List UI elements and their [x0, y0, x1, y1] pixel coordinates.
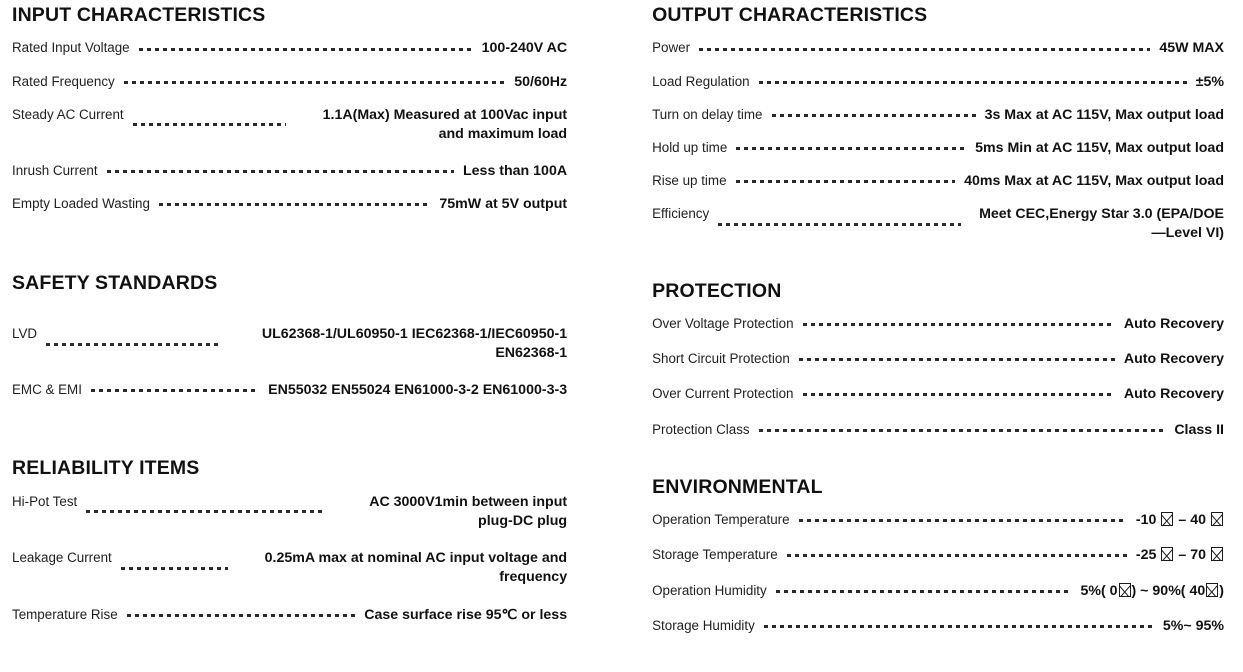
spec-label: Efficiency	[652, 206, 710, 222]
spec-row	[652, 511, 1224, 530]
spec-value: Less than 100A	[463, 163, 568, 180]
section-title-environmental: ENVIRONMENTAL	[652, 475, 823, 498]
leader-dots	[86, 510, 326, 513]
spec-row	[652, 582, 1224, 601]
spec-row	[12, 493, 567, 531]
temperature-max: – 40	[1178, 512, 1206, 529]
missing-glyph-box-icon	[1211, 547, 1223, 561]
spec-value: UL62368-1/UL60950-1 IEC62368-1/IEC60950-1 EN62368-1	[261, 325, 568, 362]
leader-dots	[803, 393, 1115, 396]
spec-row	[12, 195, 567, 214]
leader-dots	[776, 590, 1072, 593]
leader-dots	[718, 223, 961, 226]
humidity-max: ) ~ 90%( 40	[1131, 582, 1206, 599]
spec-label: Over Current Protection	[652, 386, 794, 402]
spec-row	[652, 546, 1224, 565]
spec-label: Storage Temperature	[652, 547, 778, 563]
spec-label: Over Voltage Protection	[652, 316, 794, 332]
spec-label: Load Regulation	[652, 73, 750, 89]
humidity-close-paren: )	[1219, 582, 1224, 599]
spec-value: Class II	[1174, 421, 1224, 438]
spec-value: 5%~ 95%	[1162, 617, 1224, 634]
spec-row	[652, 73, 1224, 92]
spec-row	[12, 325, 567, 363]
temperature-min: -10	[1135, 512, 1157, 529]
spec-value	[1136, 546, 1224, 565]
leader-dots	[787, 554, 1127, 557]
leader-dots	[121, 567, 228, 570]
spec-row	[652, 617, 1224, 636]
missing-glyph-box-icon	[1119, 583, 1131, 597]
spec-label: Operation Humidity	[652, 582, 767, 598]
spec-label: Hi-Pot Test	[12, 493, 78, 509]
leader-dots	[133, 123, 286, 126]
section-title-reliability: RELIABILITY ITEMS	[12, 457, 200, 480]
spec-label: Storage Humidity	[652, 617, 755, 633]
section-output-characteristics	[652, 4, 1224, 244]
spec-label: Rated Input Voltage	[12, 40, 130, 56]
section-reliability-items	[12, 457, 567, 624]
leader-dots	[124, 81, 506, 84]
spec-value: 50/60Hz	[514, 73, 568, 90]
leader-dots	[139, 48, 473, 51]
leader-dots	[799, 519, 1127, 522]
section-title-output: OUTPUT CHARACTERISTICS	[652, 4, 928, 26]
spec-value: Auto Recovery	[1123, 351, 1224, 368]
leader-dots	[46, 343, 218, 346]
spec-label: Turn on delay time	[652, 106, 763, 122]
spec-value: 3s Max at AC 115V, Max output load	[984, 106, 1224, 123]
spec-row	[652, 39, 1224, 58]
spec-label: Protection Class	[652, 421, 750, 437]
leader-dots	[803, 323, 1115, 326]
spec-label: Short Circuit Protection	[652, 351, 790, 367]
spec-value: EN55032 EN55024 EN61000-3-2 EN61000-3-3	[268, 382, 568, 399]
spec-label: Empty Loaded Wasting	[12, 196, 150, 212]
spec-value: 75mW at 5V output	[439, 196, 568, 213]
leader-dots	[159, 203, 430, 206]
spec-label: Operation Temperature	[652, 512, 790, 528]
spec-label: Power	[652, 40, 691, 56]
spec-label: EMC & EMI	[12, 382, 82, 398]
spec-label: Leakage Current	[12, 550, 112, 566]
leader-dots	[736, 180, 956, 183]
spec-row	[652, 315, 1224, 334]
spec-value: ±5%	[1195, 73, 1224, 90]
spec-value: 45W MAX	[1159, 40, 1224, 57]
spec-value: Auto Recovery	[1123, 316, 1224, 333]
missing-glyph-box-icon	[1206, 583, 1218, 597]
spec-value: 100-240V AC	[481, 40, 568, 57]
spec-value: 0.25mA max at nominal AC input voltage and frequency	[264, 550, 568, 586]
spec-row	[652, 172, 1224, 191]
spec-row	[12, 549, 567, 587]
leader-dots	[699, 48, 1150, 51]
spec-row	[652, 106, 1224, 125]
spec-label: Rated Frequency	[12, 73, 115, 89]
spec-label: Hold up time	[652, 139, 728, 155]
missing-glyph-box-icon	[1161, 547, 1173, 561]
spec-label: Temperature Rise	[12, 606, 118, 622]
missing-glyph-box-icon	[1211, 512, 1223, 526]
spec-value: 5ms Min at AC 115V, Max output load	[975, 139, 1224, 156]
section-title-protection: PROTECTION	[652, 279, 782, 302]
leader-dots	[772, 114, 976, 117]
humidity-min: 5%( 0	[1080, 582, 1118, 599]
leader-dots	[799, 358, 1115, 361]
spec-value	[1080, 582, 1224, 601]
spec-label: Steady AC Current	[12, 106, 124, 122]
section-title-safety: SAFETY STANDARDS	[12, 272, 218, 295]
spec-row	[12, 162, 567, 181]
spec-label: Rise up time	[652, 173, 727, 189]
section-environmental	[652, 476, 1224, 636]
spec-row	[12, 381, 567, 400]
spec-label: Inrush Current	[12, 163, 98, 179]
leader-dots	[759, 81, 1187, 84]
spec-label: LVD	[12, 325, 38, 341]
leader-dots	[107, 170, 454, 173]
left-column	[12, 4, 616, 672]
leader-dots	[91, 389, 259, 392]
spec-value: 1.1A(Max) Measured at 100Vac input and maximum load	[322, 106, 568, 142]
spec-row	[652, 421, 1224, 440]
spec-row	[12, 73, 567, 92]
temperature-min: -25	[1135, 547, 1157, 564]
spec-row	[652, 350, 1224, 369]
spec-row	[12, 606, 567, 625]
spec-row	[652, 139, 1224, 158]
section-safety-standards	[12, 272, 567, 400]
spec-row	[652, 385, 1224, 404]
missing-glyph-box-icon	[1161, 512, 1173, 526]
temperature-max: – 70	[1178, 547, 1206, 564]
spec-value: AC 3000V1min between input plug-DC plug	[369, 493, 568, 529]
section-protection	[652, 280, 1224, 440]
leader-dots	[764, 625, 1154, 628]
section-input-characteristics	[12, 4, 567, 214]
leader-dots	[736, 147, 966, 150]
spec-row	[12, 39, 567, 58]
spec-value: Case surface rise 95℃ or less	[364, 606, 568, 623]
leader-dots	[127, 614, 356, 617]
spec-value: 40ms Max at AC 115V, Max output load	[964, 173, 1224, 190]
spec-row	[652, 205, 1224, 243]
spec-row	[12, 106, 567, 144]
spec-value	[1136, 511, 1224, 530]
right-column	[616, 4, 1224, 672]
spec-value: Auto Recovery	[1123, 386, 1224, 403]
section-title-input: INPUT CHARACTERISTICS	[12, 4, 266, 26]
leader-dots	[759, 429, 1166, 432]
spec-value: Meet CEC,Energy Star 3.0 (EPA/DOE—Level VI)	[979, 206, 1224, 242]
